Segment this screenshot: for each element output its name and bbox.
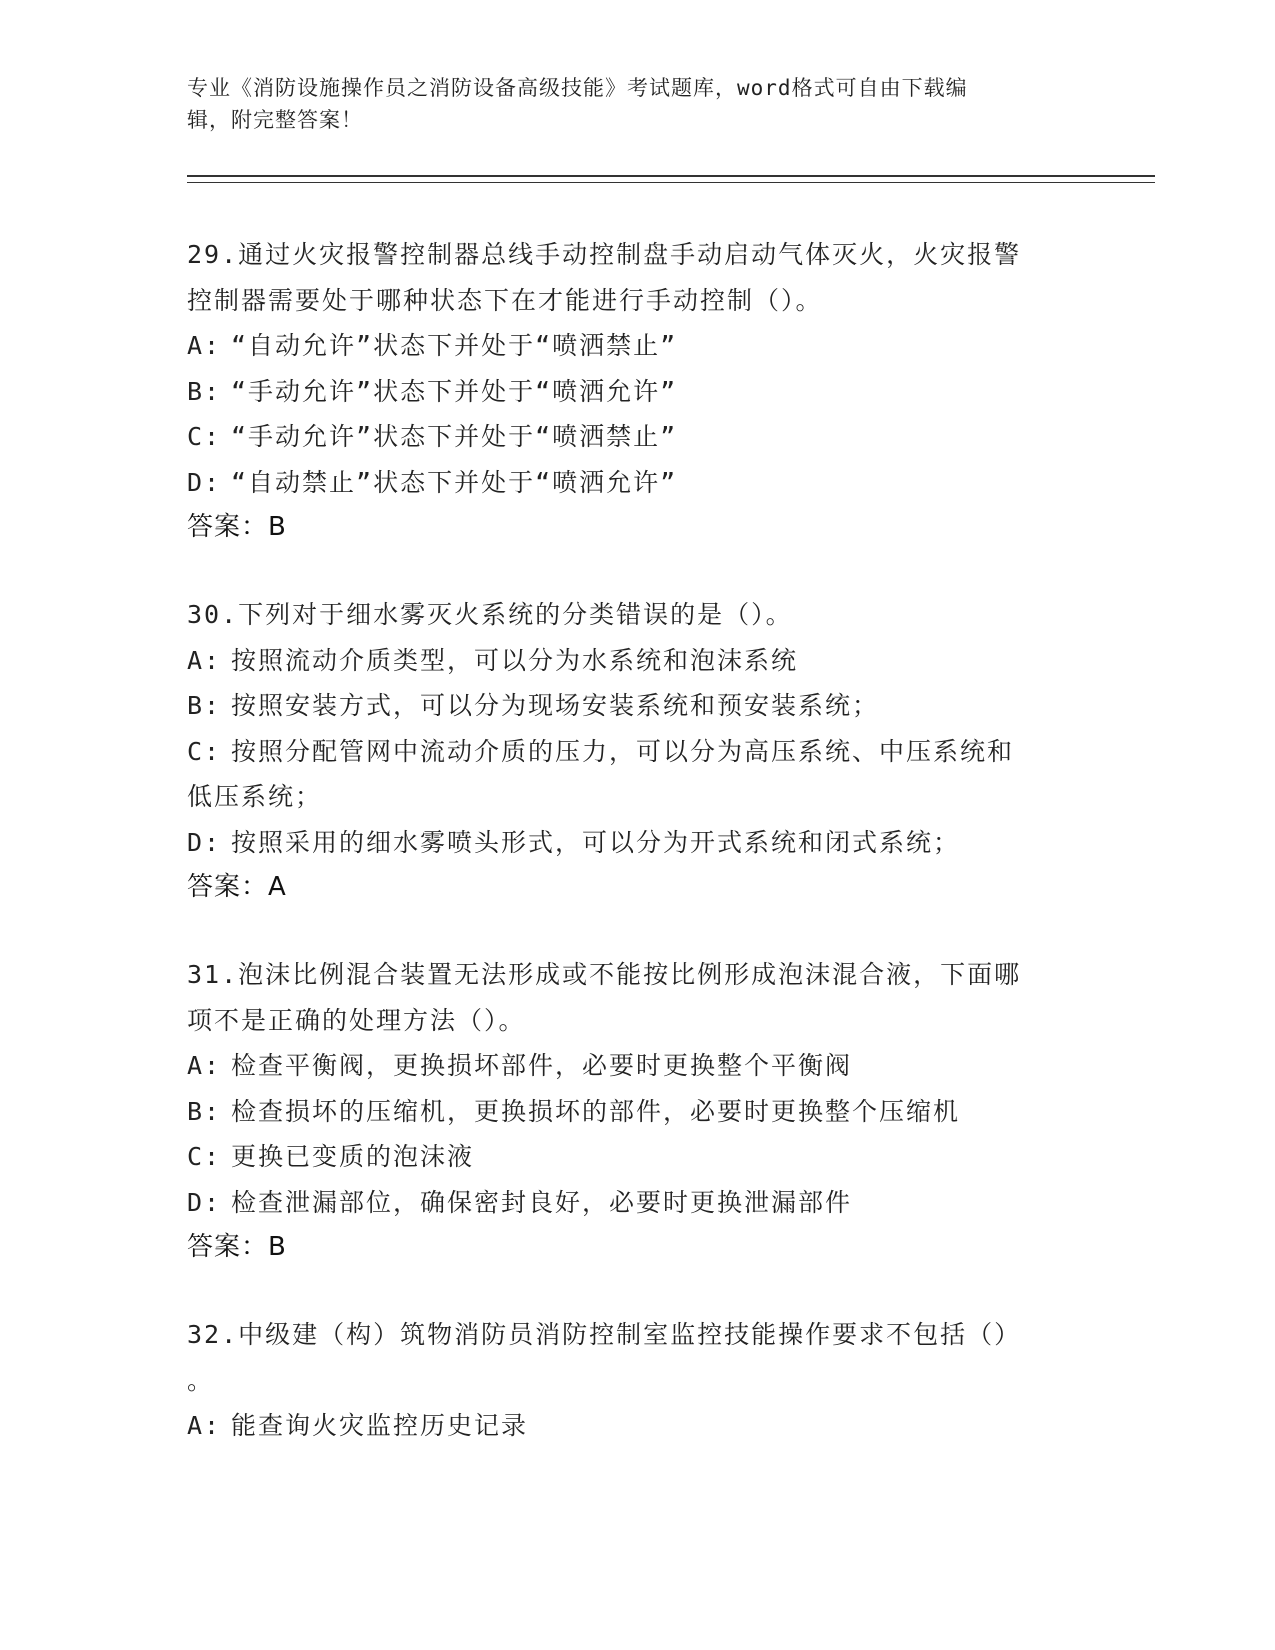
document-header [187,72,1087,136]
option-text: 按照流动介质类型，可以分为水系统和泡沫系统 [231,645,799,675]
option-c [187,1134,1087,1180]
option-letter: A: [187,331,222,360]
option-a [187,1403,1087,1449]
header-divider [187,175,1155,183]
option-letter: B: [187,1096,222,1126]
option-letter: C: [187,422,222,451]
question-29 [187,232,1087,550]
question-text-line: 31.泡沫比例混合装置无法形成或不能按比例形成泡沫混合液，下面哪 [187,960,1022,989]
question-text [187,592,1087,638]
option-letter: A: [187,1051,222,1080]
option-b [187,1089,1087,1135]
option-text: “手动允许”状态下并处于“喷洒允许” [231,376,678,406]
answer: 答案：B [187,512,287,542]
option-text: “手动允许”状态下并处于“喷洒禁止” [231,422,678,451]
question-text-line: 控制器需要处于哪种状态下在才能进行手动控制（）。 [187,285,823,315]
option-text: 按照安装方式，可以分为现场安装系统和预安装系统； [231,691,880,720]
option-text: 按照采用的细水雾喷头形式，可以分为开式系统和闭式系统； [231,827,961,857]
option-letter: B: [187,691,222,720]
option-a [187,1043,1087,1089]
option-letter: A: [187,645,222,675]
option-b [187,369,1087,415]
header-line-2: 辑，附完整答案！ [187,108,363,132]
option-c-continuation: 低压系统； [187,782,323,811]
option-letter: D: [187,827,222,857]
question-text [187,232,1087,323]
option-letter: B: [187,376,222,406]
question-text-line: 32.中级建（构）筑物消防员消防控制室监控技能操作要求不包括（） [187,1320,1022,1349]
option-b [187,683,1087,729]
option-text: 检查平衡阀，更换损坏部件，必要时更换整个平衡阀 [231,1051,853,1080]
answer: 答案：A [187,872,287,902]
option-d [187,460,1087,506]
option-text: “自动允许”状态下并处于“喷洒禁止” [231,331,678,360]
question-text-line: 。 [187,1365,215,1395]
option-text: 检查损坏的压缩机，更换损坏的部件，必要时更换整个压缩机 [231,1096,961,1126]
question-32 [187,1312,1087,1449]
option-letter: C: [187,736,222,766]
option-text: 更换已变质的泡沫液 [231,1142,475,1171]
question-text-line: 项不是正确的处理方法（）。 [187,1005,526,1035]
question-30 [187,592,1087,910]
option-text: “自动禁止”状态下并处于“喷洒允许” [231,467,678,497]
option-letter: A: [187,1411,222,1440]
question-31 [187,952,1087,1270]
option-a [187,323,1087,369]
option-d [187,1180,1087,1226]
option-letter: C: [187,1142,222,1171]
question-text [187,1312,1087,1403]
question-text-line: 29.通过火灾报警控制器总线手动控制盘手动启动气体灭火，火灾报警 [187,240,1022,269]
option-a [187,638,1087,684]
answer: 答案：B [187,1232,287,1262]
option-d [187,820,1087,866]
option-text: 检查泄漏部位，确保密封良好，必要时更换泄漏部件 [231,1187,853,1217]
header-line-1: 专业《消防设施操作员之消防设备高级技能》考试题库，word格式可自由下载编 [187,76,968,100]
option-letter: D: [187,1187,222,1217]
option-text: 能查询火灾监控历史记录 [231,1411,529,1440]
question-list [187,232,1087,1491]
option-c [187,729,1087,775]
question-text [187,952,1087,1043]
question-text-line: 30.下列对于细水雾灭火系统的分类错误的是（）。 [187,600,793,629]
option-letter: D: [187,467,222,497]
option-c [187,414,1087,460]
option-text: 按照分配管网中流动介质的压力，可以分为高压系统、中压系统和 [231,736,1015,766]
